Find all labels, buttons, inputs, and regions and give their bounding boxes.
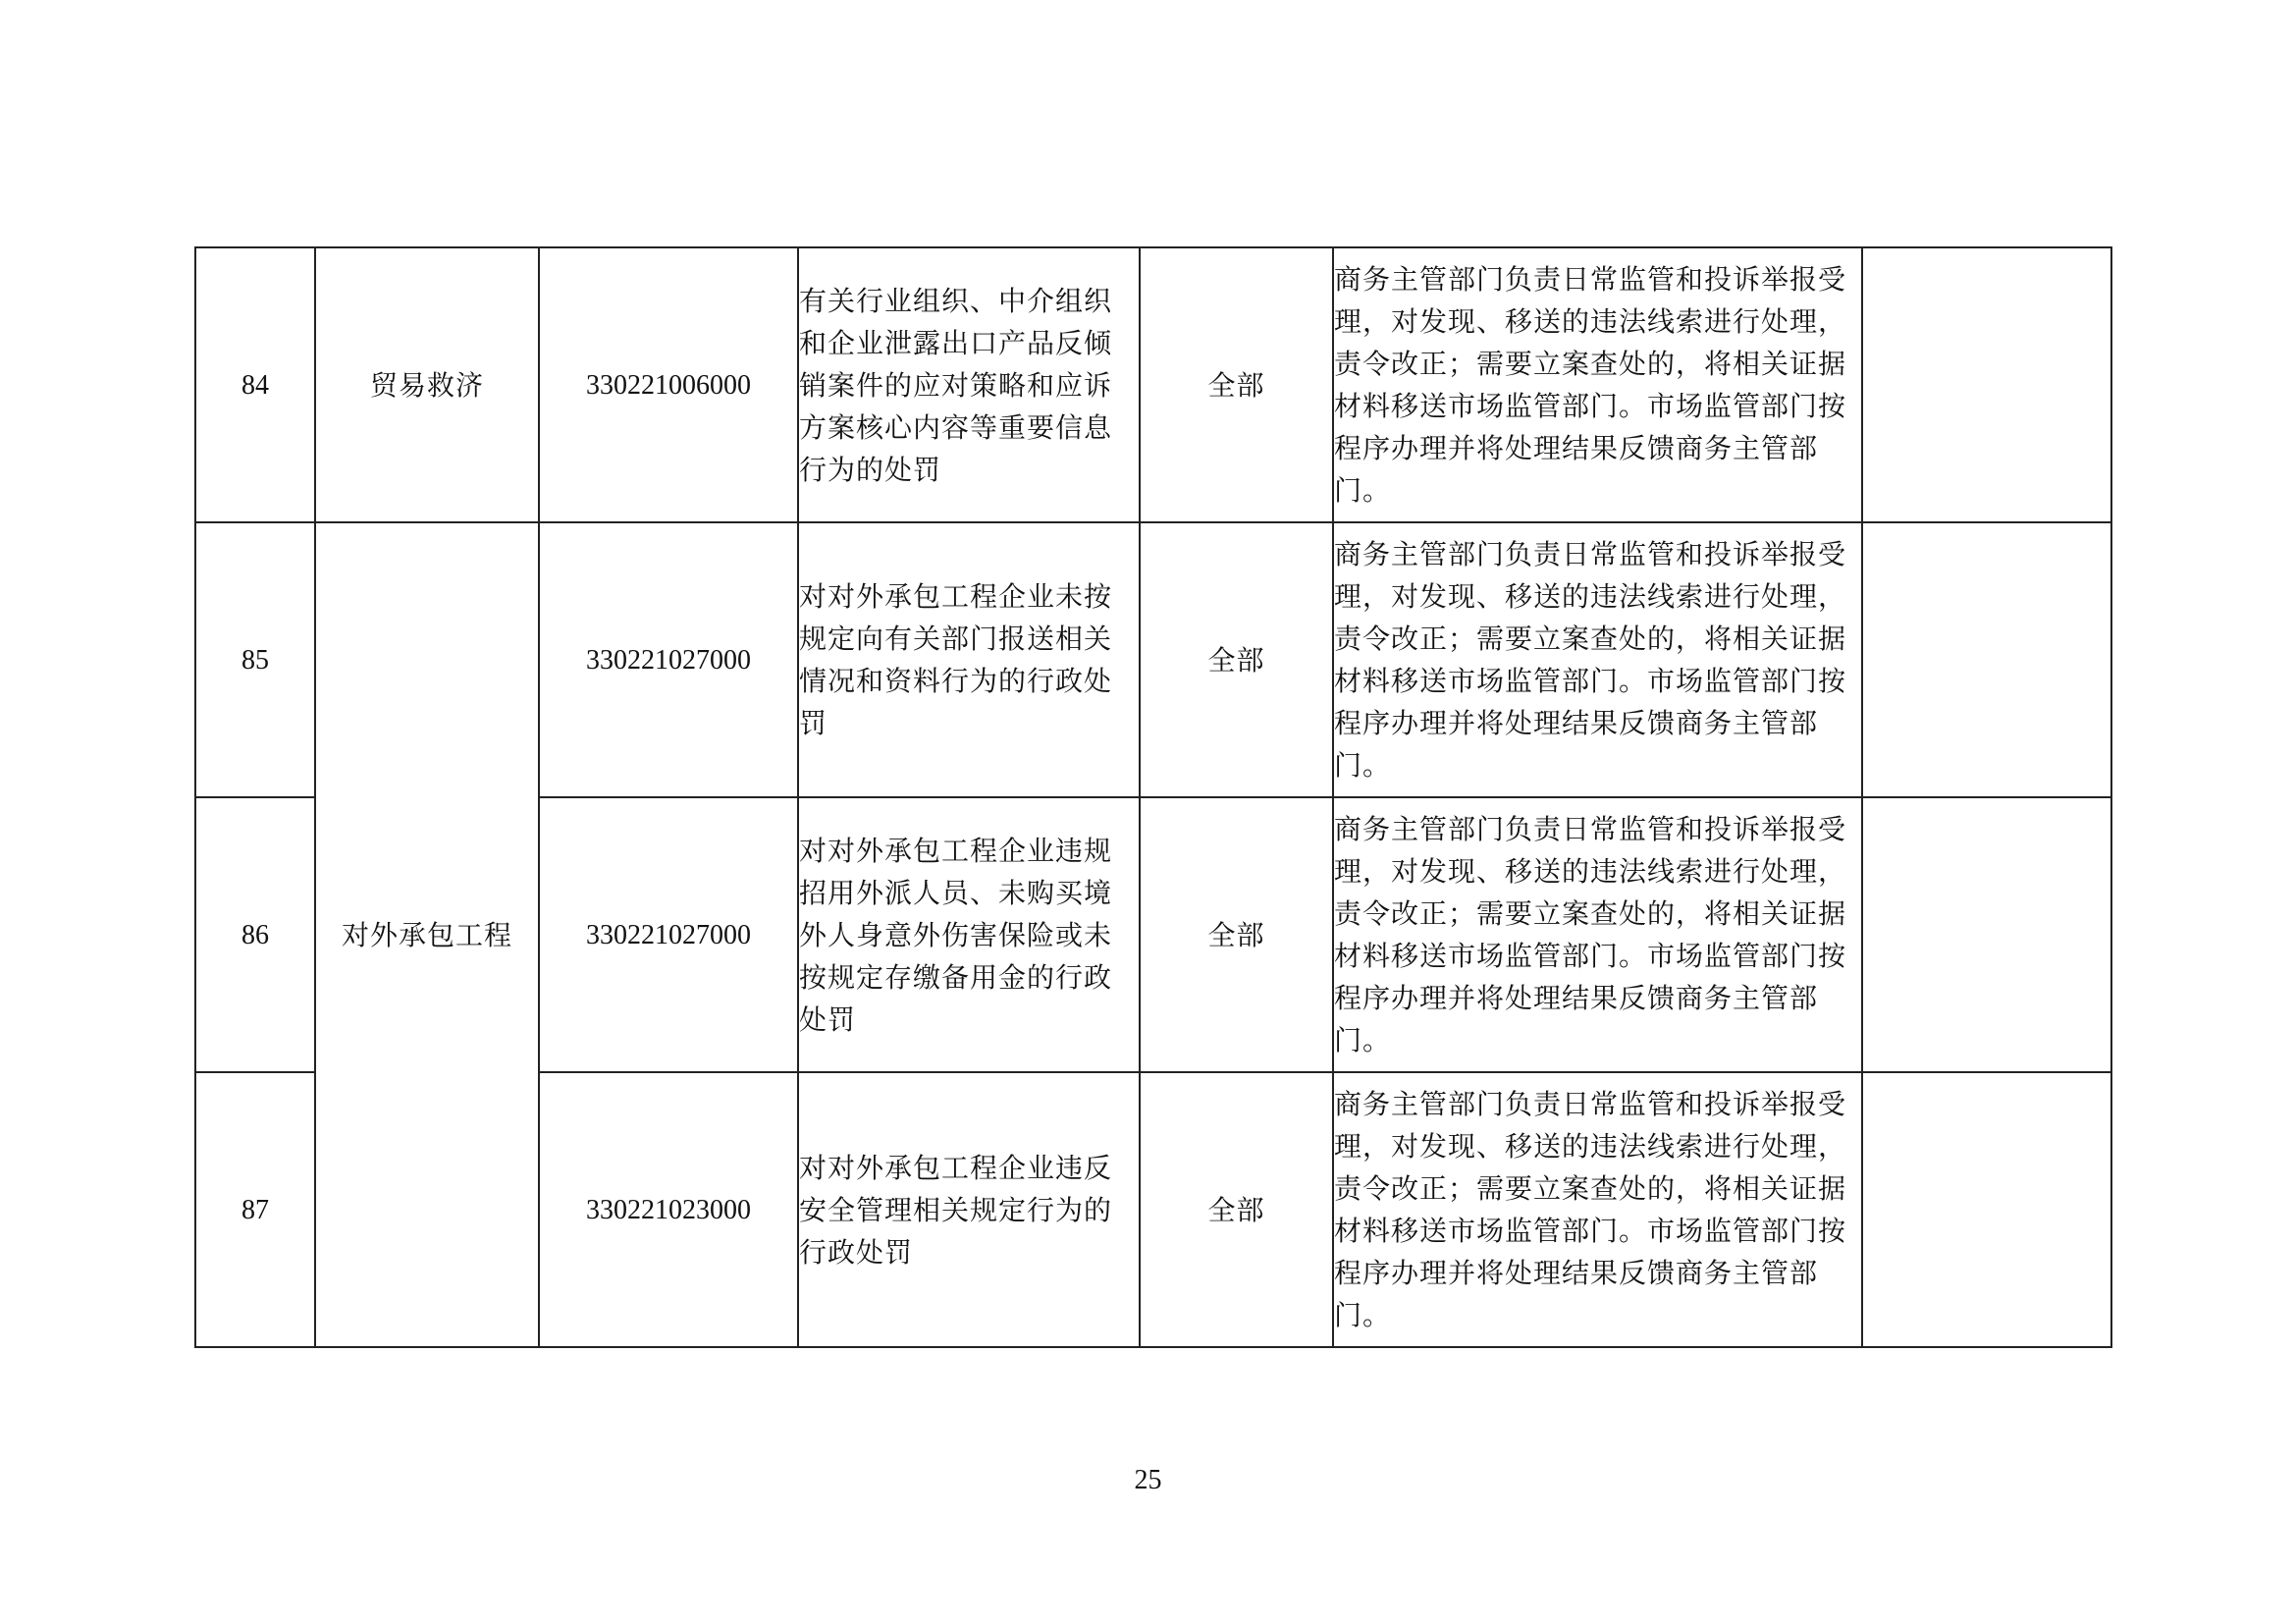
row-number: 86 [195, 797, 315, 1072]
category-cell: 贸易救济 [315, 247, 539, 522]
scope-cell: 全部 [1140, 797, 1333, 1072]
matters-table [194, 246, 2112, 1348]
description-cell: 商务主管部门负责日常监管和投诉举报受理，对发现、移送的违法线索进行处理，责令改正；需要立案查处的，将相关证据材料移送市场监管部门。市场监管部门按程序办理并将处理结果反馈商务主管部门。 [1333, 247, 1862, 522]
matter-name-cell: 对对外承包工程企业未按规定向有关部门报送相关情况和资料行为的行政处罚 [798, 522, 1140, 797]
row-number: 84 [195, 247, 315, 522]
scope-cell: 全部 [1140, 522, 1333, 797]
matter-name-cell: 对对外承包工程企业违规招用外派人员、未购买境外人身意外伤害保险或未按规定存缴备用金的行政处罚 [798, 797, 1140, 1072]
page-number: 25 [1134, 1465, 1162, 1495]
description-cell: 商务主管部门负责日常监管和投诉举报受理，对发现、移送的违法线索进行处理，责令改正；需要立案查处的，将相关证据材料移送市场监管部门。市场监管部门按程序办理并将处理结果反馈商务主管部门。 [1333, 797, 1862, 1072]
remark-cell [1862, 522, 2111, 797]
category-cell: 对外承包工程 [315, 522, 539, 1347]
remark-cell [1862, 797, 2111, 1072]
description-cell: 商务主管部门负责日常监管和投诉举报受理，对发现、移送的违法线索进行处理，责令改正；需要立案查处的，将相关证据材料移送市场监管部门。市场监管部门按程序办理并将处理结果反馈商务主管部门。 [1333, 522, 1862, 797]
remark-cell [1862, 247, 2111, 522]
code-cell: 330221023000 [539, 1072, 798, 1347]
description-cell: 商务主管部门负责日常监管和投诉举报受理，对发现、移送的违法线索进行处理，责令改正；需要立案查处的，将相关证据材料移送市场监管部门。市场监管部门按程序办理并将处理结果反馈商务主管部门。 [1333, 1072, 1862, 1347]
matter-name-cell: 对对外承包工程企业违反安全管理相关规定行为的行政处罚 [798, 1072, 1140, 1347]
code-cell: 330221027000 [539, 797, 798, 1072]
matter-name-cell: 有关行业组织、中介组织和企业泄露出口产品反倾销案件的应对策略和应诉方案核心内容等重要信息行为的处罚 [798, 247, 1140, 522]
row-number: 87 [195, 1072, 315, 1347]
scope-cell: 全部 [1140, 1072, 1333, 1347]
row-number: 85 [195, 522, 315, 797]
code-cell: 330221027000 [539, 522, 798, 797]
table-row [195, 247, 2111, 522]
remark-cell [1862, 1072, 2111, 1347]
table-row [195, 522, 2111, 797]
scope-cell: 全部 [1140, 247, 1333, 522]
code-cell: 330221006000 [539, 247, 798, 522]
